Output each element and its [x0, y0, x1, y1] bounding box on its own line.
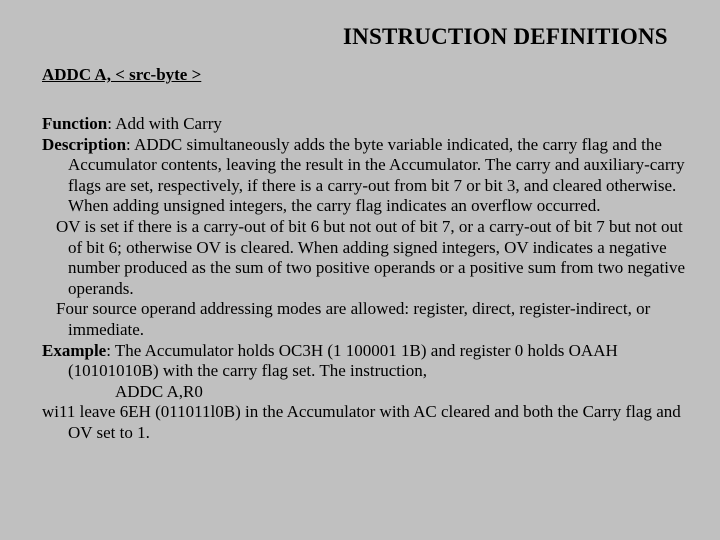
example-result-paragraph: wi11 leave 6EH (011011l0B) in the Accumulator with AC cleared and both the Carry flag and OV set to 1.: [42, 402, 681, 442]
instruction-heading: ADDC A, < src-byte >: [42, 65, 202, 84]
function-label: Function: [42, 114, 108, 133]
addressing-modes-paragraph: Four source operand addressing modes are allowed: register, direct, register-indirect, or immediate.: [56, 299, 651, 339]
example-label: Example: [42, 340, 107, 360]
instruction-body: [42, 114, 697, 444]
function-paragraph: [42, 114, 697, 135]
example-paragraph: [42, 341, 697, 382]
description-label: Description: [42, 134, 127, 154]
description-text: : ADDC simultaneously adds the byte variable indicated, the carry flag and the Accumulator contents, leaving the result in the Accumulator. The carry and auxiliary-carry flags are set, respectively, if there is a carry-out from bit 7 or bit 3, and cleared otherwise. When adding unsigned integers, the carry flag indicates an overflow occurred.: [68, 134, 685, 216]
ov-paragraph: OV is set if there is a carry-out of bit 6 but not out of bit 7, or a carry-out of bit 7 but not out of bit 6; otherwise OV is cleared. When adding signed integers, OV indicates a negative number produced as the sum of two positive operands or a positive sum from two negative operands.: [56, 216, 686, 298]
page-title: INSTRUCTION DEFINITIONS: [343, 24, 668, 49]
example-text: : The Accumulator holds OC3H (1 100001 1B) and register 0 holds OAAH (10101010B) with the carry flag set. The instruction,: [68, 340, 618, 381]
description-paragraph: [42, 135, 697, 217]
example-code: ADDC A,R0: [115, 381, 203, 401]
function-text: : Add with Carry: [107, 114, 222, 133]
